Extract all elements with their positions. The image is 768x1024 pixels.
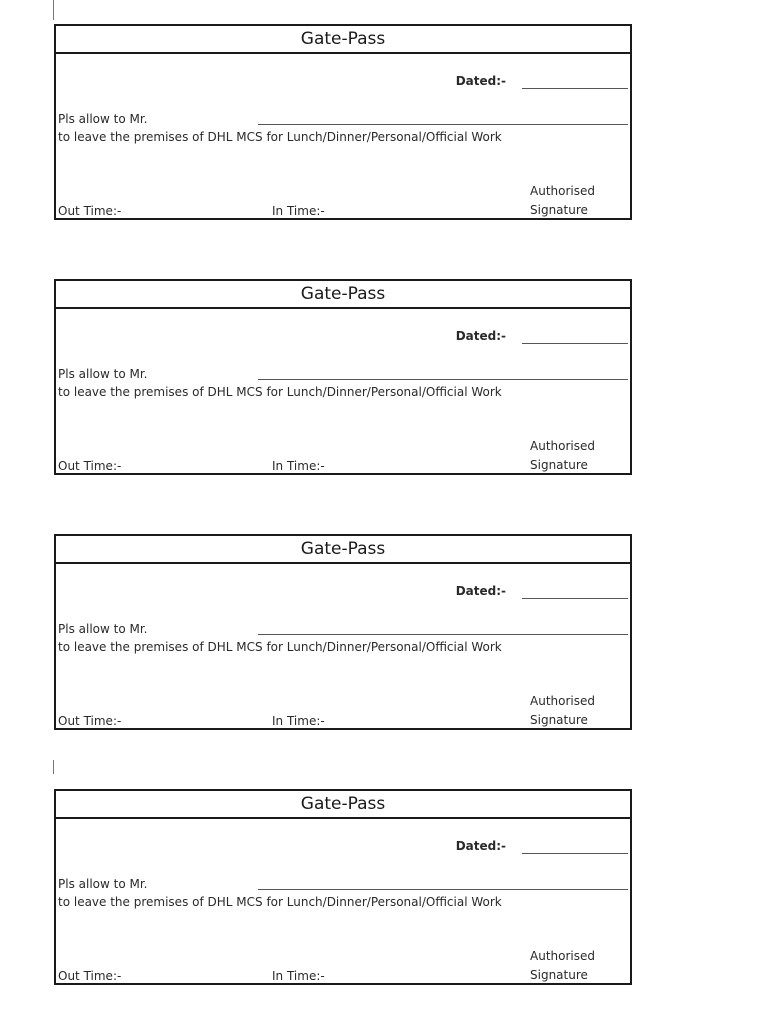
authorised-signature bbox=[530, 437, 595, 475]
purpose-text: to leave the premises of DHL MCS for Lunch/Dinner/Personal/Official Work bbox=[58, 640, 502, 654]
gate-pass-form bbox=[54, 534, 632, 730]
purpose-text: to leave the premises of DHL MCS for Lunch/Dinner/Personal/Official Work bbox=[58, 895, 502, 909]
signature-label: Signature bbox=[530, 458, 588, 472]
authorised-signature bbox=[530, 182, 595, 220]
dated-label: Dated:- bbox=[455, 584, 506, 598]
gate-pass-title: Gate-Pass bbox=[56, 26, 630, 54]
in-time-label: In Time:- bbox=[272, 459, 325, 473]
purpose-text: to leave the premises of DHL MCS for Lunch/Dinner/Personal/Official Work bbox=[58, 130, 502, 144]
gate-pass-title: Gate-Pass bbox=[56, 536, 630, 564]
out-time-label: Out Time:- bbox=[58, 459, 122, 473]
gate-pass-form bbox=[54, 789, 632, 985]
allow-label: Pls allow to Mr. bbox=[58, 367, 148, 381]
out-time-label: Out Time:- bbox=[58, 969, 122, 983]
authorised-label: Authorised bbox=[530, 694, 595, 708]
authorised-label: Authorised bbox=[530, 439, 595, 453]
gate-pass-title: Gate-Pass bbox=[56, 791, 630, 819]
scan-artifact bbox=[53, 760, 54, 774]
gate-pass-title: Gate-Pass bbox=[56, 281, 630, 309]
signature-label: Signature bbox=[530, 968, 588, 982]
name-field-line[interactable] bbox=[258, 379, 628, 380]
dated-field-line[interactable] bbox=[522, 853, 628, 854]
authorised-label: Authorised bbox=[530, 949, 595, 963]
dated-label: Dated:- bbox=[455, 839, 506, 853]
allow-label: Pls allow to Mr. bbox=[58, 622, 148, 636]
name-field-line[interactable] bbox=[258, 634, 628, 635]
gate-pass-form bbox=[54, 24, 632, 220]
authorised-signature bbox=[530, 947, 595, 985]
dated-label: Dated:- bbox=[455, 329, 506, 343]
purpose-text: to leave the premises of DHL MCS for Lunch/Dinner/Personal/Official Work bbox=[58, 385, 502, 399]
allow-label: Pls allow to Mr. bbox=[58, 877, 148, 891]
dated-label: Dated:- bbox=[455, 74, 506, 88]
name-field-line[interactable] bbox=[258, 889, 628, 890]
scan-artifact bbox=[53, 0, 54, 20]
out-time-label: Out Time:- bbox=[58, 204, 122, 218]
dated-field-line[interactable] bbox=[522, 598, 628, 599]
gate-pass-form bbox=[54, 279, 632, 475]
authorised-signature bbox=[530, 692, 595, 730]
in-time-label: In Time:- bbox=[272, 714, 325, 728]
signature-label: Signature bbox=[530, 713, 588, 727]
name-field-line[interactable] bbox=[258, 124, 628, 125]
out-time-label: Out Time:- bbox=[58, 714, 122, 728]
dated-field-line[interactable] bbox=[522, 343, 628, 344]
dated-field-line[interactable] bbox=[522, 88, 628, 89]
in-time-label: In Time:- bbox=[272, 969, 325, 983]
signature-label: Signature bbox=[530, 203, 588, 217]
authorised-label: Authorised bbox=[530, 184, 595, 198]
allow-label: Pls allow to Mr. bbox=[58, 112, 148, 126]
in-time-label: In Time:- bbox=[272, 204, 325, 218]
